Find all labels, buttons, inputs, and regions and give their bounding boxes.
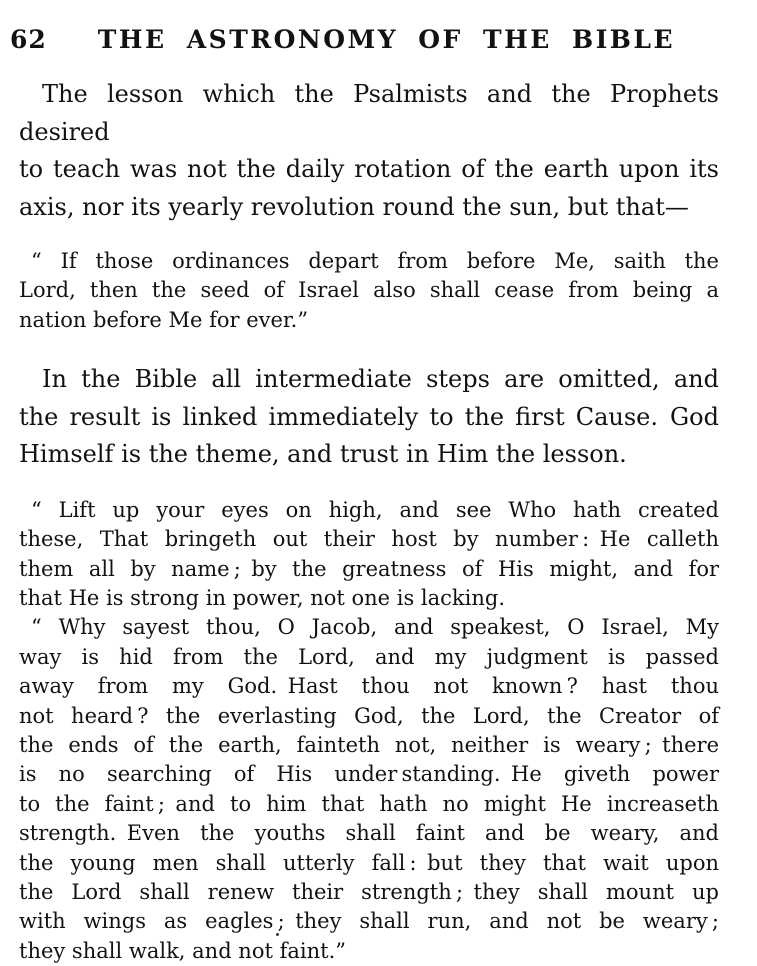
running-title: THE ASTRONOMY OF THE BIBLE bbox=[97, 25, 676, 54]
quote-why-sayest-thou bbox=[19, 613, 719, 966]
text-line: them all by name ; by the greatness of His might, and for bbox=[19, 556, 719, 581]
text-line: the ends of the earth, fainteth not, neither is weary ; there bbox=[19, 732, 719, 757]
text-line: the young men shall utterly fall : but they that wait upon bbox=[19, 850, 719, 875]
page-header bbox=[10, 25, 719, 55]
text-line: is no searching of His under standing. He giveth power bbox=[19, 762, 719, 787]
text-line: not heard ? the everlasting God, the Lord, the Creator of bbox=[19, 703, 719, 728]
text-line: that He is strong in power, not one is lacking. bbox=[19, 585, 506, 610]
text-line: axis, nor its yearly revolution round the sun, but that— bbox=[19, 192, 689, 221]
text-line: The lesson which the Psalmists and the Prophets desired bbox=[19, 80, 719, 146]
text-line: the Lord shall renew their strength ; they shall mount up bbox=[19, 880, 719, 904]
text-line: “ Lift up your eyes on high, and see Who hath created bbox=[31, 497, 719, 522]
paragraph-bible-steps bbox=[19, 361, 719, 474]
scan-speck bbox=[276, 933, 279, 936]
text-line: the result is linked immediately to the first Cause. God bbox=[19, 402, 719, 431]
text-line: with wings as eagles ; they shall run, and not be weary ; bbox=[19, 909, 719, 934]
text-line: “ Why sayest thou, O Jacob, and speakest, O Israel, My bbox=[31, 615, 719, 640]
text-line: these, That bringeth out their host by number : He calleth bbox=[19, 527, 719, 552]
text-line: strength. Even the youths shall faint and be weary, and bbox=[19, 821, 719, 846]
text-line: Himself is the theme, and trust in Him the lesson. bbox=[19, 440, 627, 469]
text-line: away from my God. Hast thou not known ? hast thou bbox=[19, 674, 719, 699]
text-line: way is hid from the Lord, and my judgment is passed bbox=[19, 644, 719, 669]
quote-ordinances bbox=[19, 247, 719, 335]
text-line: In the Bible all intermediate steps are omitted, and bbox=[42, 365, 719, 394]
text-line: Lord, then the seed of Israel also shall cease from being a bbox=[19, 278, 719, 303]
text-line: to teach was not the daily rotation of the earth upon its bbox=[19, 155, 719, 183]
paragraph-lesson bbox=[19, 76, 719, 226]
quote-lift-up-your-eyes bbox=[19, 496, 719, 614]
text-line: nation before Me for ever.” bbox=[19, 307, 309, 332]
text-line: to the faint ; and to him that hath no might He increaseth bbox=[19, 791, 719, 816]
page-number: 62 bbox=[10, 25, 47, 54]
text-line: “ If those ordinances depart from before Me, saith the bbox=[31, 249, 719, 273]
text-line: they shall walk, and not faint.” bbox=[19, 938, 346, 963]
